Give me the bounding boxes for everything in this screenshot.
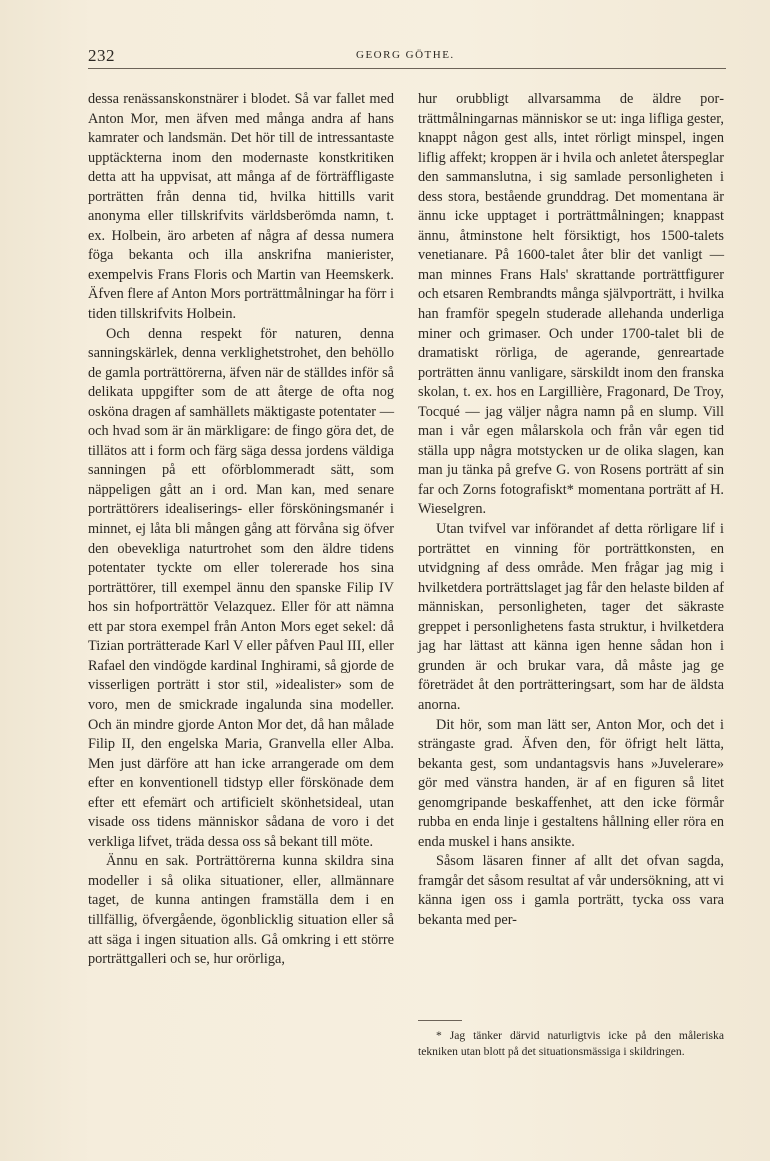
page-header [88,44,726,70]
paragraph: Dit hör, som man lätt ser, Anton Mor, och det i strängaste grad. Äfven den, för öfrigt helt lätta, bekanta gest, som undantagsvis hans »Juvelerare» gör med vänstra handen, är af en figuren så litet genomgripande beskaffenhet, att den icke förmår rubba en enda linje i gestaltens hållning eller röra en enda muskel i hans ansikte. [418,716,724,850]
paragraph: Såsom läsaren finner af allt det ofvan sagda, framgår det såsom resultat af vår undersökning, att vi känna igen oss i gamla porträtt, tycka oss vara bekanta med per- [418,853,724,928]
footnote-rule [418,1020,462,1021]
left-column [88,90,394,970]
paragraph: dessa renässanskonstnärer i blodet. Så var fallet med Anton Mor, men äfven med många andra af hans kamrater och landsmän. Det hör till de intressantaste upptäckterna inom den modernaste konstkritiken detta att ha uppvisat, att många af de förträffligaste porträtten från denna tid, hvilka hittills varit anonyma eller tillskrifvits världsberömda namn, t. ex. Holbein, äro arbeten af några af dessa numera föga bekanta och illa anskrifna manierister, exempelvis Frans Floris och Martin van Heemskerk. Äfven flere af Anton Mors porträttmålningar ha förr i tiden tillskrifvits Holbein. [88,91,394,323]
header-rule [88,68,726,69]
right-column [418,90,724,931]
footnote: * Jag tänker därvid naturligtvis icke på den måleriska tekniken utan blott på det situationsmässiga i skildringen. [418,1029,724,1058]
paragraph: Och denna respekt för naturen, denna sanningskärlek, denna verklighetstrohet, den behöllo de gamla porträttörerna, äfven när de ställdes inför så delikata uppgifter som de att återge de ofta nog osköna dragen af samhällets mäktigaste potentater — och hvad som är än märkligare: de fingo göra det, de tillätos att i form och färg säga dessa jordens väldiga sanningen på ett oförblommeradt sätt, som näppeligen gått an i ord. Man kan, med senare porträttörers idealiserings- eller försköningsmanér i minnet, ej låta bli mången gång att förvåna sig öfver den obevekliga naturtrohet som den äldre tidens potentater tyckte om eller tolererade hos sina porträttörer, till exempel ännu den spanske Filip IV hos sin hofporträttör Velazquez. Eller för att nämna ett par stora exempel från Anton Mors eget sekel: då Tizian porträtterade Karl V eller påfven Paul III, eller Rafael den vindögde kardinal Inghirami, så gjorde de visserligen porträtt i stor stil, »idealister» som de voro, men de smickrade ingalunda sina modeller. Och än mindre gjorde Anton Mor det, då han målade Filip II, den engelska Maria, Granvella eller Alba. Men just därföre att han icke arrangerade om dem efter en konventionell tidstyp eller förskönade dem efter ett efemärt och artificielt skönhetsideal, utan visade oss tidens människor sådana de voro i det verkliga lifvet, träda dessa oss så bekant till möte. [88,325,394,850]
running-head: GEORG GÖTHE. [356,49,455,61]
paragraph: Utan tvifvel var införandet af detta rörligare lif i porträttet en vinning för porträttkonsten, en utvidgning af dess område. Men frågar jag mig i hvilketdera porträttslaget jag får den helaste bilden af människan, personligheten, tager det säkraste greppet i personlighetens fasta struktur, i hvilketdera jag har lättast att känna igen henne sådan hon i grunden är och brukar vara, då måste jag ge företrädet åt den porträtteringsart, som har de äldsta anorna. [418,521,724,713]
page-number: 232 [88,46,115,65]
paragraph: Ännu en sak. Porträttörerna kunna skildra sina modeller i så olika situationer, eller, allmännare taget, de kunna antingen framställa dem i en tillfällig, öfvergående, ögonblicklig situation eller så att säga i ingen situation alls. Gå omkring i ett större porträttgalleri och se, hur orörliga, [88,853,394,968]
paragraph: hur orubbligt allvarsamma de äldre porträttmålningarnas människor se ut: inga lifliga gester, knappt någon gest alls, intet rörligt minspel, ingen liflig affekt; kroppen är i hvila och anletet återspeglar den sammanslutna, i sig samlade personligheten i dess stora, bestående grunddrag. Det momentana är ännu icke upptaget i porträttmålningen; knappast ännu, åtminstone helt försiktigt, hos 1500-talets venetianare. På 1600-talet åter blir det vanligt — man minnes Frans Hals' skrattande porträttfigurer och etsaren Rembrandts många självporträtt, i hvilka han framför spegeln studerade allehanda underliga miner och grimaser. Och under 1700-talet bli de dramatiskt rörliga, de agerande, genreartade porträtten ännu vanligare, särskildt inom den franska skolan, t. ex. hos en Largillière, Fragonard, De Troy, Tocqué — jag väljer några namn på en slump. Vill man i vår egen målarskola och från vår egen tid ställa upp några motstycken ur de olika slagen, kan man ju tänka på grefve G. von Rosens porträtt af sin far och Zorns fotografiskt* momentana porträtt af H. Wieselgren. [418,91,724,518]
